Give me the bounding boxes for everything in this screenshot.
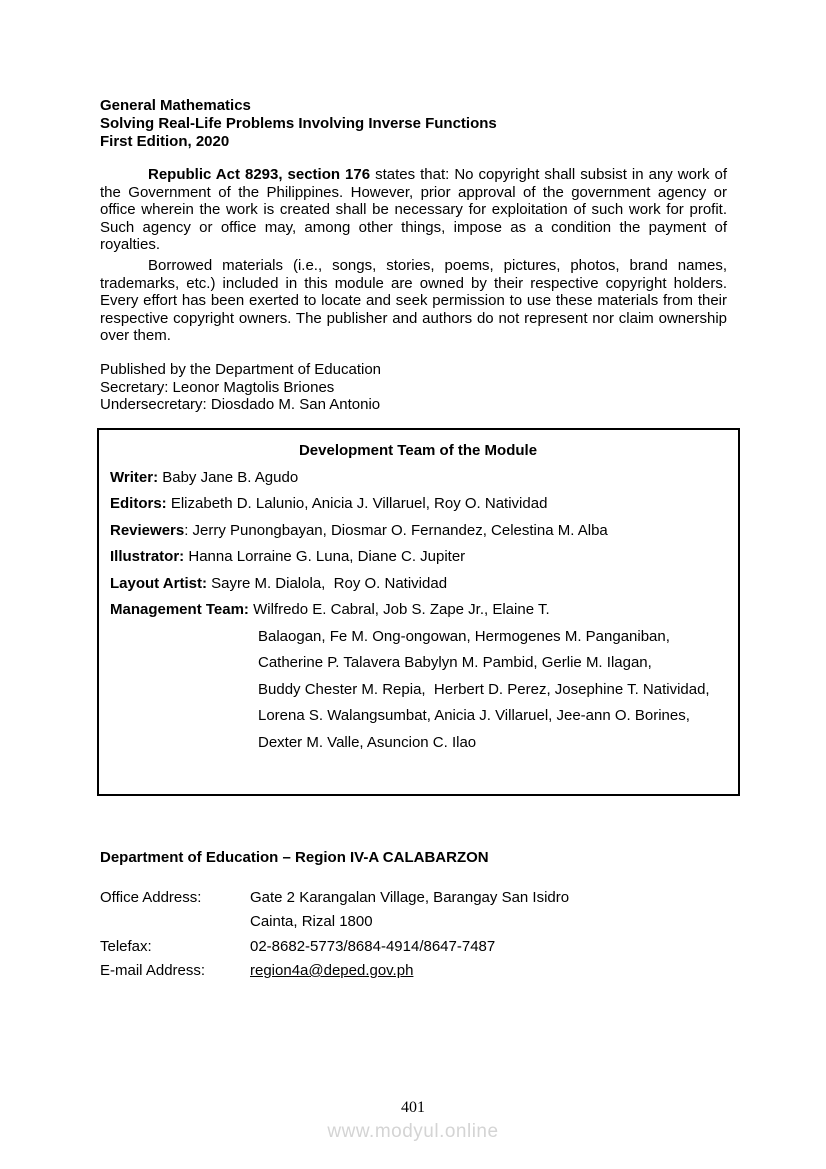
team-row-layout-artist	[110, 571, 726, 598]
management-continuation-line: Catherine P. Talavera Babylyn M. Pambid, Gerlie M. Ilagan,	[258, 654, 652, 671]
team-row-editors	[110, 491, 726, 518]
office-address-line1: Gate 2 Karangalan Village, Barangay San Isidro	[250, 889, 570, 906]
team-row-label: Illustrator:	[110, 548, 185, 565]
management-continuation-line: Balaogan, Fe M. Ong-ongowan, Hermogenes M. Panganiban,	[258, 627, 670, 645]
borrowed-materials-paragraph: Borrowed materials (i.e., songs, stories, poems, pictures, photos, brand names, trademarks, etc.) included in this module are owned by their respective copyright holders. Every effort has been exerted to locate and seek permission to use these materials from their respective copyright owners. The publisher and authors do not represent nor claim ownership over them.	[100, 257, 727, 344]
office-address-row	[100, 886, 740, 910]
team-row-value: Sayre M. Dialola, Roy O. Natividad	[206, 574, 448, 592]
team-row-value: Elizabeth D. Lalunio, Anicia J. Villaruel, Roy O. Natividad	[166, 495, 548, 512]
team-row-label: Writer:	[110, 468, 159, 486]
region-office-heading: Department of Education – Region IV-A CALABARZON	[100, 849, 489, 866]
watermark-text: www.modyul.online	[327, 1121, 499, 1142]
office-contact-block	[100, 886, 740, 983]
team-row-reviewers	[110, 518, 726, 545]
published-by-line: Published by the Department of Education	[100, 361, 382, 378]
email-label: E-mail Address:	[100, 961, 206, 979]
office-address-row-2	[100, 910, 740, 934]
team-row-value: Hanna Lorraine G. Luna, Diane C. Jupiter	[184, 548, 466, 565]
copyright-paragraph	[100, 166, 727, 254]
publisher-block	[100, 361, 727, 414]
development-team-title: Development Team of the Module	[298, 442, 538, 459]
email-row	[100, 959, 740, 983]
email-link[interactable]: region4a@deped.gov.ph	[250, 961, 414, 979]
telefax-row	[100, 935, 740, 959]
subject-title: General Mathematics	[100, 97, 251, 114]
page-number: 401	[401, 1099, 425, 1116]
office-address-label-spacer	[100, 910, 250, 934]
team-row-label: Layout Artist:	[110, 574, 207, 592]
team-row-value: : Jerry Punongbayan, Diosmar O. Fernandez, Celestina M. Alba	[184, 521, 608, 539]
office-address-line2: Cainta, Rizal 1800	[250, 913, 373, 931]
undersecretary-line: Undersecretary: Diosdado M. San Antonio	[100, 396, 381, 413]
management-continuation-line: Lorena S. Walangsumbat, Anicia J. Villaruel, Jee-ann O. Borines,	[258, 707, 690, 724]
team-row-label: Editors:	[110, 495, 167, 512]
module-title: Solving Real-Life Problems Involving Inverse Functions	[100, 115, 497, 132]
management-continuation-line: Buddy Chester M. Repia, Herbert D. Perez, Josephine T. Natividad,	[258, 680, 710, 698]
republic-act-bold: Republic Act 8293, section 176	[148, 166, 371, 183]
development-team-box	[97, 428, 740, 796]
team-row-management	[110, 597, 726, 624]
edition-line: First Edition, 2020	[100, 133, 230, 150]
telefax-value: 02-8682-5773/8684-4914/8647-7487	[250, 937, 496, 955]
team-row-value: Wilfredo E. Cabral, Job S. Zape Jr., Elaine T.	[248, 601, 550, 618]
header-block	[100, 97, 727, 151]
republic-act-text: states that: No copyright shall subsist in any work of the Government of the Philippines. However, prior approval of the government agency or office wherein the work is created shall be necessary for exploitation of such work for profit. Such agency or office may, among other things, impose as a condition the payment of royalties.	[100, 166, 727, 253]
office-address-label: Office Address:	[100, 889, 202, 906]
management-continuation-line: Dexter M. Valle, Asuncion C. Ilao	[258, 733, 477, 751]
team-row-illustrator	[110, 544, 726, 571]
team-row-label: Reviewers	[110, 521, 185, 539]
team-row-writer	[110, 465, 726, 492]
secretary-line: Secretary: Leonor Magtolis Briones	[100, 378, 335, 396]
telefax-label: Telefax:	[100, 937, 152, 955]
team-row-value: Baby Jane B. Agudo	[158, 468, 299, 486]
team-row-label: Management Team:	[110, 601, 249, 618]
